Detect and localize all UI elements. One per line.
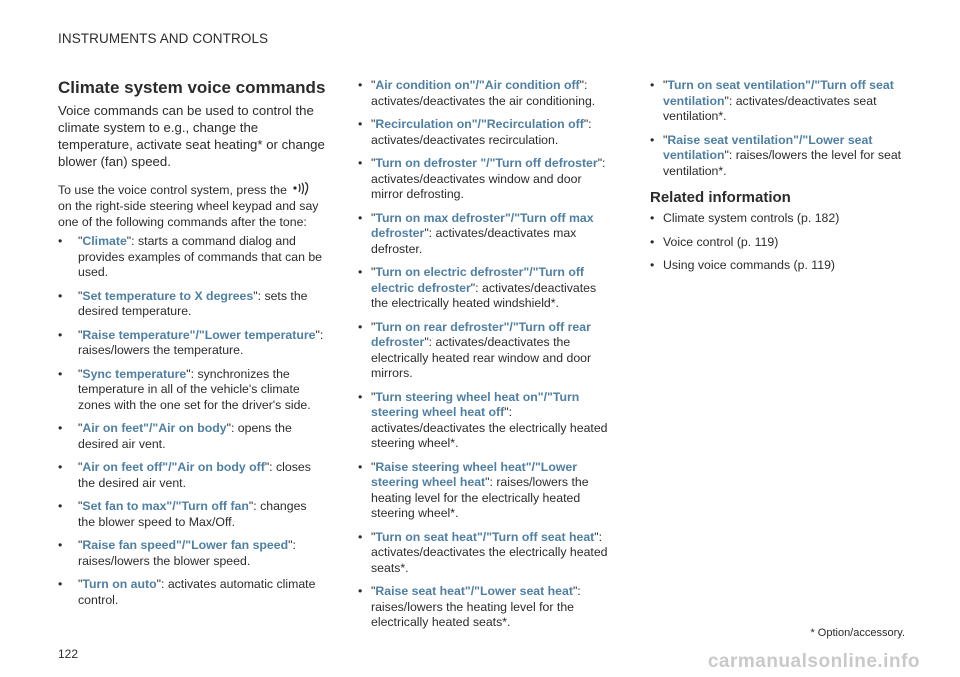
command-item: • "Set fan to max"/"Turn off fan": changes the blower speed to Max/Off. — [58, 499, 326, 530]
command-item: • "Raise seat ventilation"/"Lower seat ventilation": raises/lowers the level for seat ventilation*. — [650, 133, 906, 180]
command-item: • "Raise steering wheel heat"/"Lower steering wheel heat": raises/lowers the heating level for the electrically heated steering wheel*. — [358, 460, 616, 522]
command-description: activates/deactivates the electrically heated steering wheel*. — [371, 420, 608, 450]
command-description: raises/lowers the temperature. — [78, 343, 244, 357]
related-information-list — [650, 211, 906, 274]
related-information-heading: Related information — [650, 189, 791, 206]
command-description: raises/lowers the level for seat ventilation*. — [663, 148, 902, 178]
command-item: • "Set temperature to X degrees": sets the desired temperature. — [58, 289, 326, 320]
command-phrase: Raise fan speed"/"Lower fan speed — [82, 538, 289, 552]
command-phrase: Air condition on"/"Air condition off — [375, 78, 580, 92]
related-link-climate-system-controls[interactable]: • Climate system controls (p. 182) — [650, 211, 906, 227]
command-description: activates automatic climate control. — [78, 577, 316, 607]
command-item: • "Turn on defroster "/"Turn off defroster": activates/deactivates window and door mirror defrosting. — [358, 156, 616, 203]
command-phrase: Climate — [82, 234, 127, 248]
section-intro: Voice commands can be used to control the climate system to e.g., change the temperature, activate seat heating* or change blower (fan) speed. — [58, 103, 325, 169]
section-heading: Climate system voice commands — [58, 78, 326, 97]
command-phrase: Turn on defroster "/"Turn off defroster — [375, 156, 598, 170]
voice-control-icon — [291, 182, 311, 196]
page-number: 122 — [58, 647, 79, 661]
command-description: opens the desired air vent. — [78, 421, 292, 451]
command-item: • "Turn on electric defroster"/"Turn off electric defroster": activates/deactivates the electrically heated windshield*. — [358, 265, 616, 312]
command-description: sets the desired temperature. — [78, 288, 308, 318]
command-item: • "Turn on auto": activates automatic climate control. — [58, 577, 326, 608]
command-description: activates/deactivates max defroster. — [371, 226, 577, 256]
command-item: • "Air on feet off"/"Air on body off": closes the desired air vent. — [58, 460, 326, 491]
command-list-3 — [650, 78, 906, 179]
command-description: raises/lowers the heating level for the electrically heated seats*. — [371, 599, 575, 629]
command-phrase: Air on feet off"/"Air on body off — [82, 460, 265, 474]
command-description: activates/deactivates the electrically heated rear window and door mirrors. — [371, 335, 592, 380]
column-2 — [358, 78, 616, 639]
command-phrase: Raise steering wheel heat"/"Lower steering wheel heat — [371, 459, 578, 489]
command-phrase: Turn on max defroster"/"Turn off max defroster — [371, 210, 594, 240]
command-item: • "Turn on seat ventilation"/"Turn off seat ventilation": activates/deactivates seat ventilation*. — [650, 78, 906, 125]
command-phrase: Raise seat heat"/"Lower seat heat — [375, 584, 573, 598]
command-description: raises/lowers the heating level for the electrically heated steering wheel*. — [371, 475, 589, 520]
command-item: • "Recirculation on"/"Recirculation off": activates/deactivates recirculation. — [358, 117, 616, 148]
command-phrase: Turn on seat ventilation"/"Turn off seat ventilation — [663, 78, 894, 108]
related-link-voice-control[interactable]: • Voice control (p. 119) — [650, 235, 906, 251]
command-phrase: Turn on seat heat"/"Turn off seat heat — [375, 529, 595, 544]
command-phrase: Raise seat ventilation"/"Lower seat ventilation — [663, 132, 873, 162]
command-item: • "Turn on seat heat"/"Turn off seat heat": activates/deactivates the electrically heated seats*. — [358, 530, 616, 577]
watermark: carmanualsonline.info — [707, 651, 920, 672]
command-item: • "Climate": starts a command dialog and provides examples of commands that can be used. — [58, 234, 326, 281]
command-phrase: Sync temperature — [82, 366, 187, 381]
command-item: • "Air on feet"/"Air on body": opens the desired air vent. — [58, 421, 326, 452]
column-3 — [650, 78, 906, 282]
command-phrase: Set temperature to X degrees — [82, 288, 254, 303]
command-phrase: Recirculation on"/"Recirculation off — [375, 117, 584, 131]
command-phrase: Turn on electric defroster"/"Turn off electric defroster — [371, 265, 585, 295]
command-description: activates/deactivates recirculation. — [371, 132, 559, 147]
command-description: activates/deactivates the air conditioning. — [371, 93, 596, 108]
command-description: activates/deactivates the electrically heated windshield*. — [371, 280, 597, 310]
footnote: * Option/accessory. — [810, 627, 905, 639]
command-phrase: Raise temperature"/"Lower temperature — [82, 327, 316, 342]
command-item: • "Raise seat heat"/"Lower seat heat": raises/lowers the heating level for the electrically heated seats*. — [358, 584, 616, 631]
related-link-using-voice-commands[interactable]: • Using voice commands (p. 119) — [650, 258, 906, 274]
command-item: • "Air condition on"/"Air condition off": activates/deactivates the air conditioning. — [358, 78, 616, 109]
command-item: • "Raise temperature"/"Lower temperature": raises/lowers the temperature. — [58, 328, 326, 359]
instruction-text-after: on the right-side steering wheel keypad and say one of the following commands after the tone: — [58, 199, 319, 229]
command-phrase: Air on feet"/"Air on body — [82, 421, 227, 435]
instruction-text-before: To use the voice control system, press the — [58, 183, 287, 197]
column-1 — [58, 78, 326, 616]
command-list-2 — [358, 78, 616, 631]
command-list-1 — [58, 234, 326, 608]
command-item: • "Turn on rear defroster"/"Turn off rear defroster": activates/deactivates the electrically heated rear window and door mirrors. — [358, 320, 616, 382]
command-item: • "Raise fan speed"/"Lower fan speed": raises/lowers the blower speed. — [58, 538, 326, 569]
command-phrase: Set fan to max"/"Turn off fan — [82, 499, 249, 513]
command-description: changes the blower speed to Max/Off. — [78, 499, 307, 529]
command-item: • "Turn on max defroster"/"Turn off max defroster": activates/deactivates max defroster. — [358, 211, 616, 258]
running-header: INSTRUMENTS AND CONTROLS — [58, 31, 269, 46]
command-item: • "Turn steering wheel heat on"/"Turn steering wheel heat off": activates/deactivates the electrically heated steering wheel*. — [358, 390, 616, 452]
command-description: activates/deactivates seat ventilation*. — [663, 93, 877, 123]
command-description: starts a command dialog and provides examples of commands that can be used. — [78, 234, 323, 279]
command-phrase: Turn steering wheel heat on"/"Turn steering wheel heat off — [371, 389, 580, 419]
command-description: closes the desired air vent. — [78, 460, 311, 490]
command-description: activates/deactivates the electrically heated seats*. — [371, 545, 608, 575]
command-phrase: Turn on rear defroster"/"Turn off rear defroster — [371, 319, 591, 349]
command-description: activates/deactivates window and door mirror defrosting. — [371, 171, 582, 201]
command-description: raises/lowers the blower speed. — [78, 553, 251, 568]
command-description: synchronizes the temperature in all of the vehicle's climate zones with the one set for the driver's side. — [78, 366, 311, 412]
command-item: • "Sync temperature": synchronizes the temperature in all of the vehicle's climate zones with the one set for the driver's side. — [58, 367, 326, 414]
instruction — [58, 182, 326, 230]
command-phrase: Turn on auto — [82, 577, 157, 591]
